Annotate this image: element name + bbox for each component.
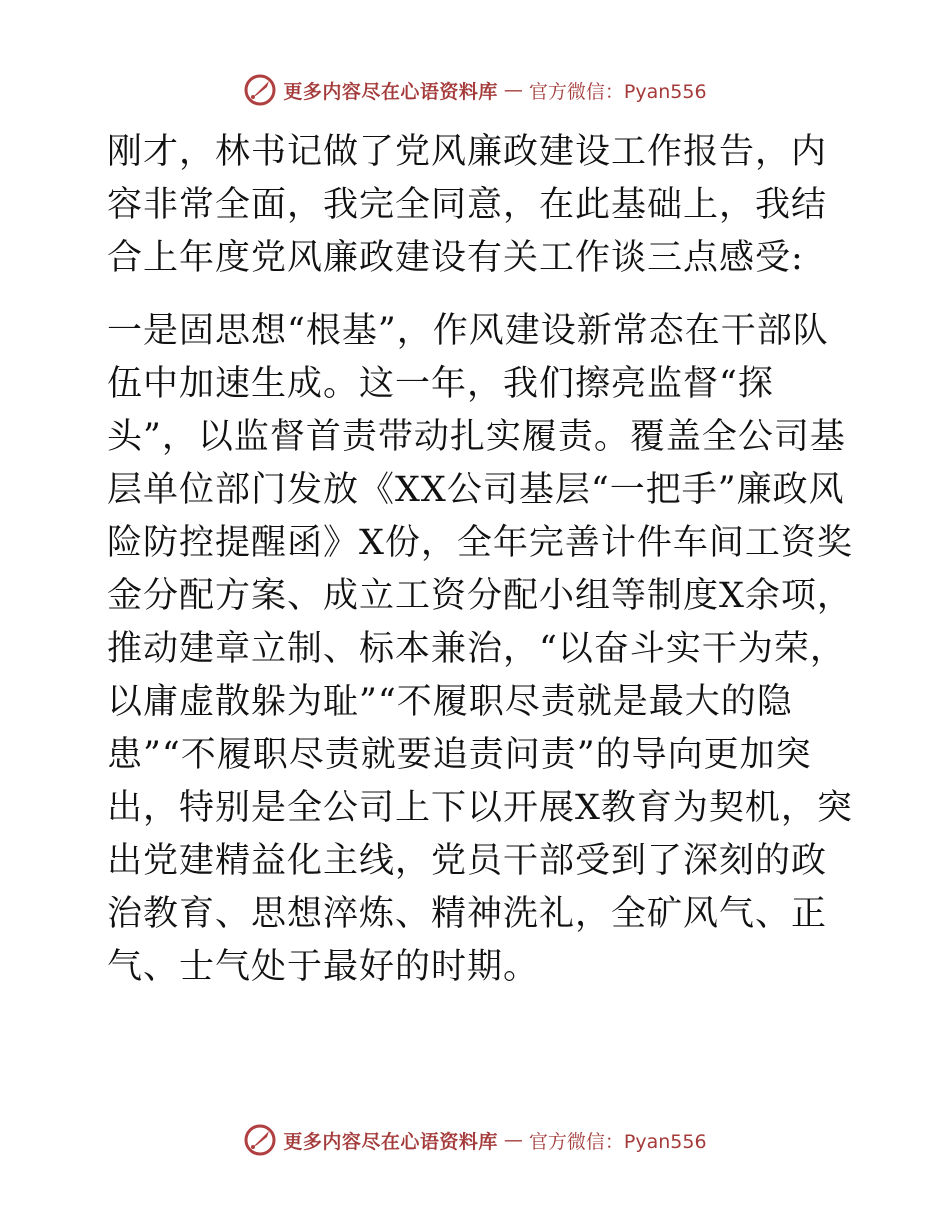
footer-separator: — xyxy=(503,1129,523,1151)
header-separator: — xyxy=(503,79,523,101)
footer-banner xyxy=(0,1120,950,1160)
footer-wechat-text: 官方微信：Pyan556 xyxy=(528,1130,707,1153)
quill-logo-icon xyxy=(243,1123,277,1157)
header-wechat-text: 官方微信：Pyan556 xyxy=(528,80,707,103)
quill-logo-icon xyxy=(243,73,277,107)
footer-brand-text: 更多内容尽在心语资料库 xyxy=(283,1130,498,1153)
header-brand-text: 更多内容尽在心语资料库 xyxy=(283,80,498,103)
paragraph-point-one: 一是固思想“根基”，作风建设新常态在干部队伍中加速生成。这一年，我们擦亮监督“探头”，以监督首责带动扎实履责。覆盖全公司基层单位部门发放《XX公司基层“一把手”廉政风险防控提醒函》X份，全年完善计件车间工资奖金分配方案、成立工资分配小组等制度X余项，推动建章立制、标本兼治，“以奋斗实干为荣，以庸虚散躲为耻”“不履职尽责就是最大的隐患”“不履职尽责就要追责问责”的导向更加突出，特别是全公司上下以开展X教育为契机，突出党建精益化主线，党员干部受到了深刻的政治教育、思想淬炼、精神洗礼，全矿风气、正气、士气处于最好的时期。 xyxy=(107,311,853,987)
header-banner xyxy=(0,70,950,110)
paragraph-intro: 刚才，林书记做了党风廉政建设工作报告，内容非常全面，我完全同意，在此基础上，我结合上年度党风廉政建设有关工作谈三点感受: xyxy=(107,132,828,278)
document-body xyxy=(97,126,857,994)
